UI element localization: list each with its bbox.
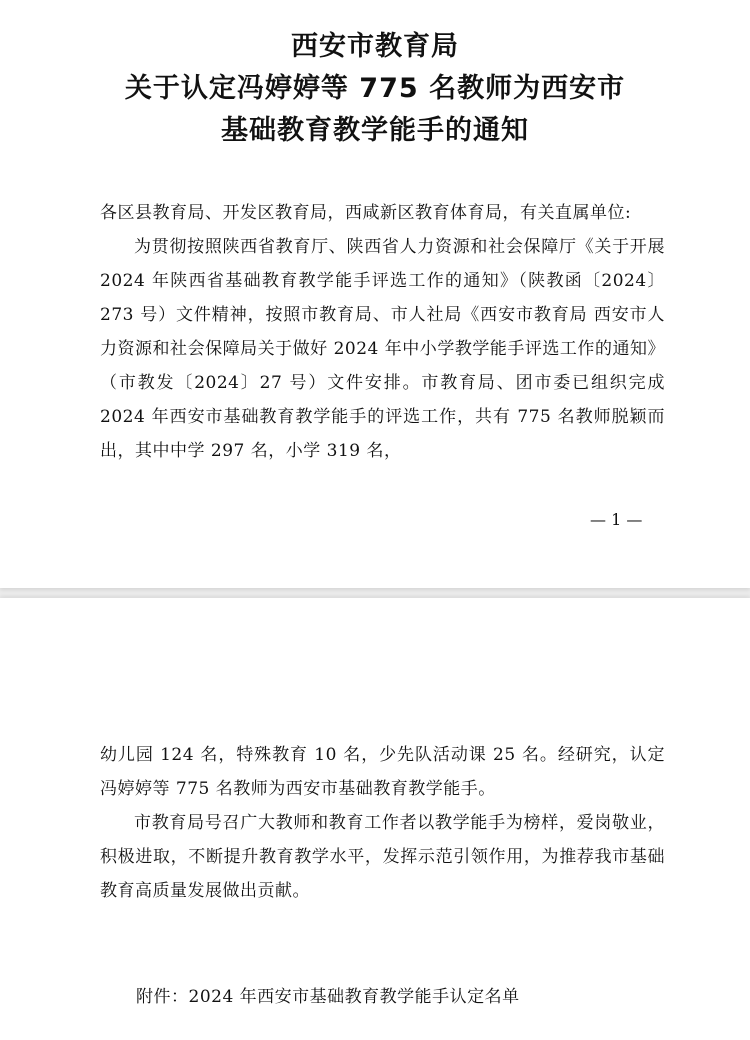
paragraph-decision: 幼儿园 124 名，特殊教育 10 名，少先队活动课 25 名。经研究，认定冯婷婷等 775 名教师为西安市基础教育教学能手。 [100,745,665,799]
attachment-line: 附件：2024 年西安市基础教育教学能手认定名单 [136,987,520,1007]
title-line-subject-end: 基础教育教学能手的通知 [221,115,529,146]
document-title [0,26,750,152]
paragraph-call-to-action: 市教育局号召广大教师和教育工作者以教学能手为榜样，爱岗敬业，积极进取，不断提升教育教学水平，发挥示范引领作用，为推荐我市基础教育高质量发展做出贡献。 [100,813,665,901]
salutation: 各区县教育局、开发区教育局，西咸新区教育体育局，有关直属单位: [100,203,632,223]
page-number: — 1 — [590,510,643,529]
title-line-subject: 关于认定冯婷婷等 775 名教师为西安市 [124,73,626,104]
paragraph-background: 为贯彻按照陕西省教育厅、陕西省人力资源和社会保障厅《关于开展 2024 年陕西省基础教育教学能手评选工作的通知》（陕教函〔2024〕273 号）文件精神，按照市教育局、市人社局《西安市教育局 西安市人力资源和社会保障局关于做好 2024 年中小学教学能手评选工作的通知》（市教发〔2024〕27 号）文件安排。市教育局、团市委已组织完成 2024 年西安市基础教育教学能手的评选工作，共有 775 名教师脱颖而出，其中中学 297 名，小学 319 名， [100,237,665,461]
document-page-2 [0,598,750,1040]
title-line-issuer: 西安市教育局 [291,31,459,62]
